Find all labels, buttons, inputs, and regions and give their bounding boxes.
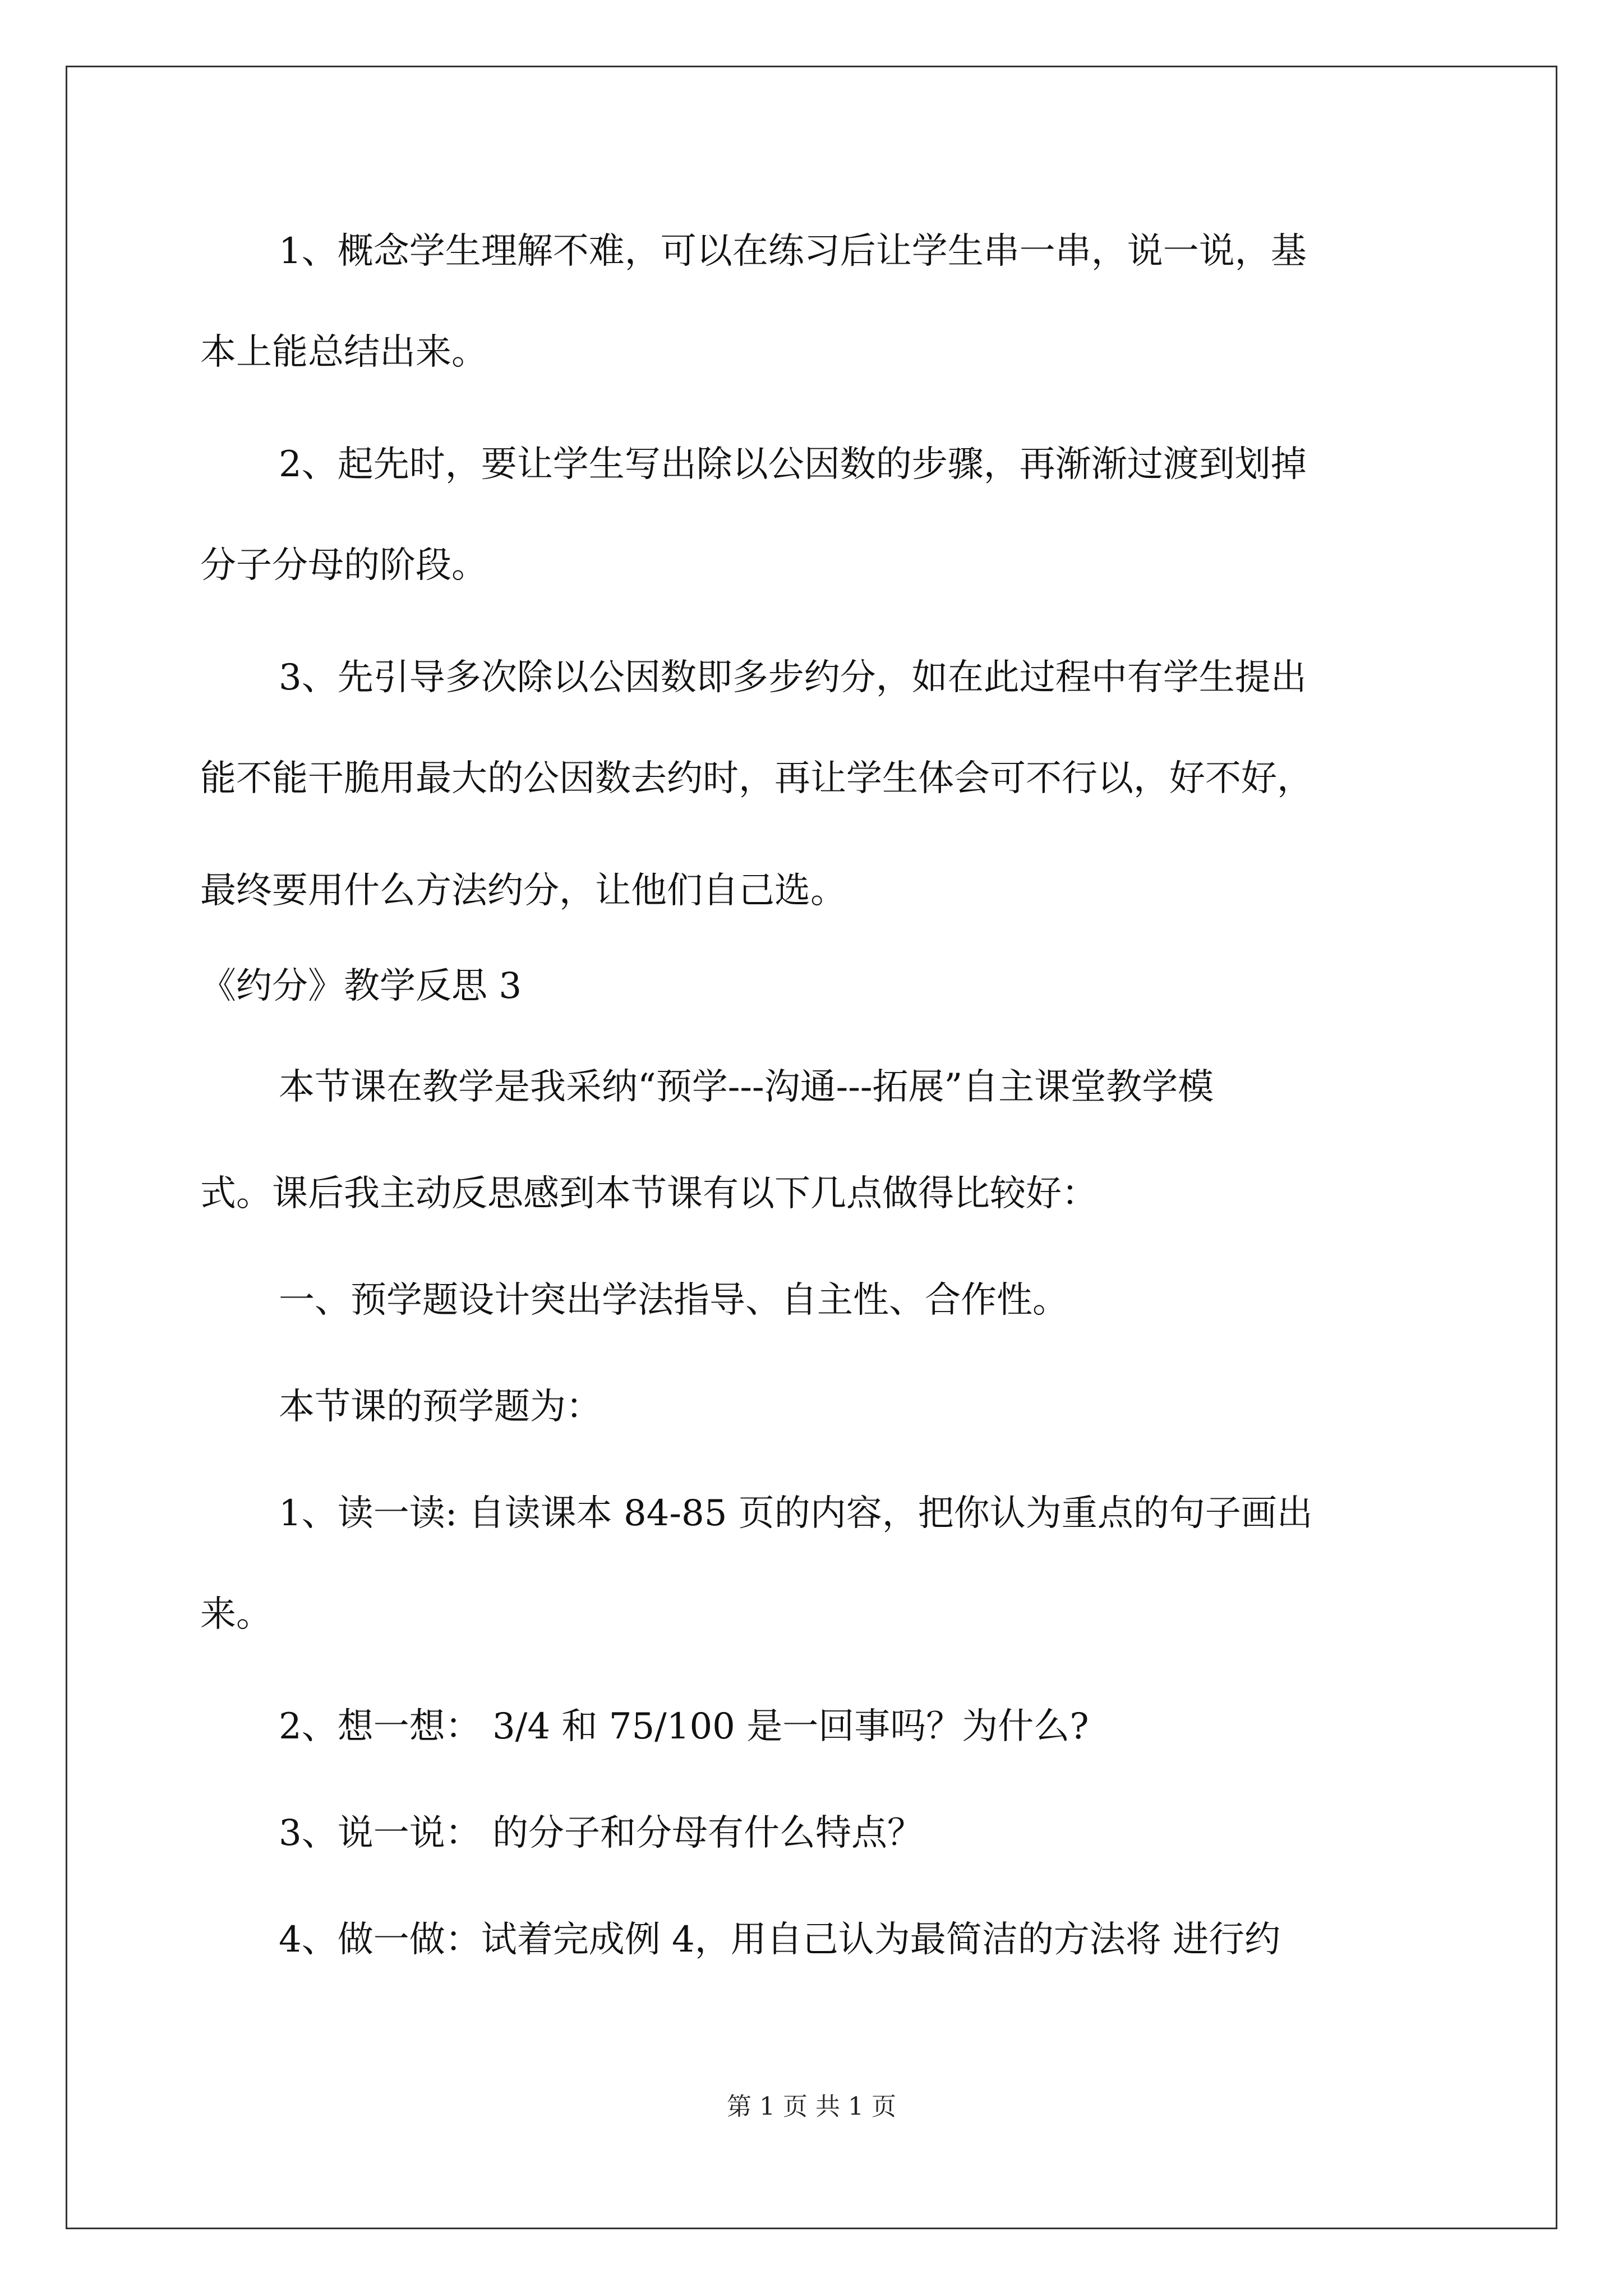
paragraph-line: 最终要用什么方法约分，让他们自己选。 <box>200 870 846 912</box>
paragraph-line: 能不能干脆用最大的公因数去约时，再让学生体会可不行以，好不好， <box>200 758 1313 799</box>
paragraph-line: 1、读一读: 自读课本 84-85 页的内容，把你认为重点的句子画出 <box>279 1493 1313 1534</box>
paragraph-line: 4、做一做：试着完成例 4，用自己认为最简洁的方法将 进行约 <box>279 1919 1281 1961</box>
page-footer: 第 1 页 共 1 页 <box>727 2092 896 2121</box>
paragraph-line: 2、想一想： 3/4 和 75/100 是一回事吗？为什么? <box>279 1706 1089 1747</box>
paragraph-line: 来。 <box>200 1594 272 1635</box>
section-heading: 《约分》教学反思 3 <box>200 965 522 1007</box>
paragraph-line: 本上能总结出来。 <box>200 332 487 373</box>
paragraph-line: 分子分母的阶段。 <box>200 545 487 586</box>
paragraph-line: 1、概念学生理解不难，可以在练习后让学生串一串，说一说，基 <box>279 231 1307 272</box>
paragraph-line: 本节课在教学是我采纳“预学---沟通---拓展”自主课堂教学模 <box>279 1066 1214 1108</box>
paragraph-line: 3、说一说： 的分子和分母有什么特点？ <box>279 1812 924 1854</box>
paragraph-line: 3、先引导多次除以公因数即多步约分，如在此过程中有学生提出 <box>279 657 1307 698</box>
paragraph-line: 一、预学题设计突出学法指导、自主性、合作性。 <box>279 1280 1068 1321</box>
paragraph-line: 2、起先时，要让学生写出除以公因数的步骤，再渐渐过渡到划掉 <box>279 444 1307 485</box>
paragraph-line: 本节课的预学题为： <box>279 1386 602 1428</box>
paragraph-line: 式。课后我主动反思感到本节课有以下几点做得比较好： <box>200 1173 1098 1214</box>
page-border <box>66 66 1557 2229</box>
